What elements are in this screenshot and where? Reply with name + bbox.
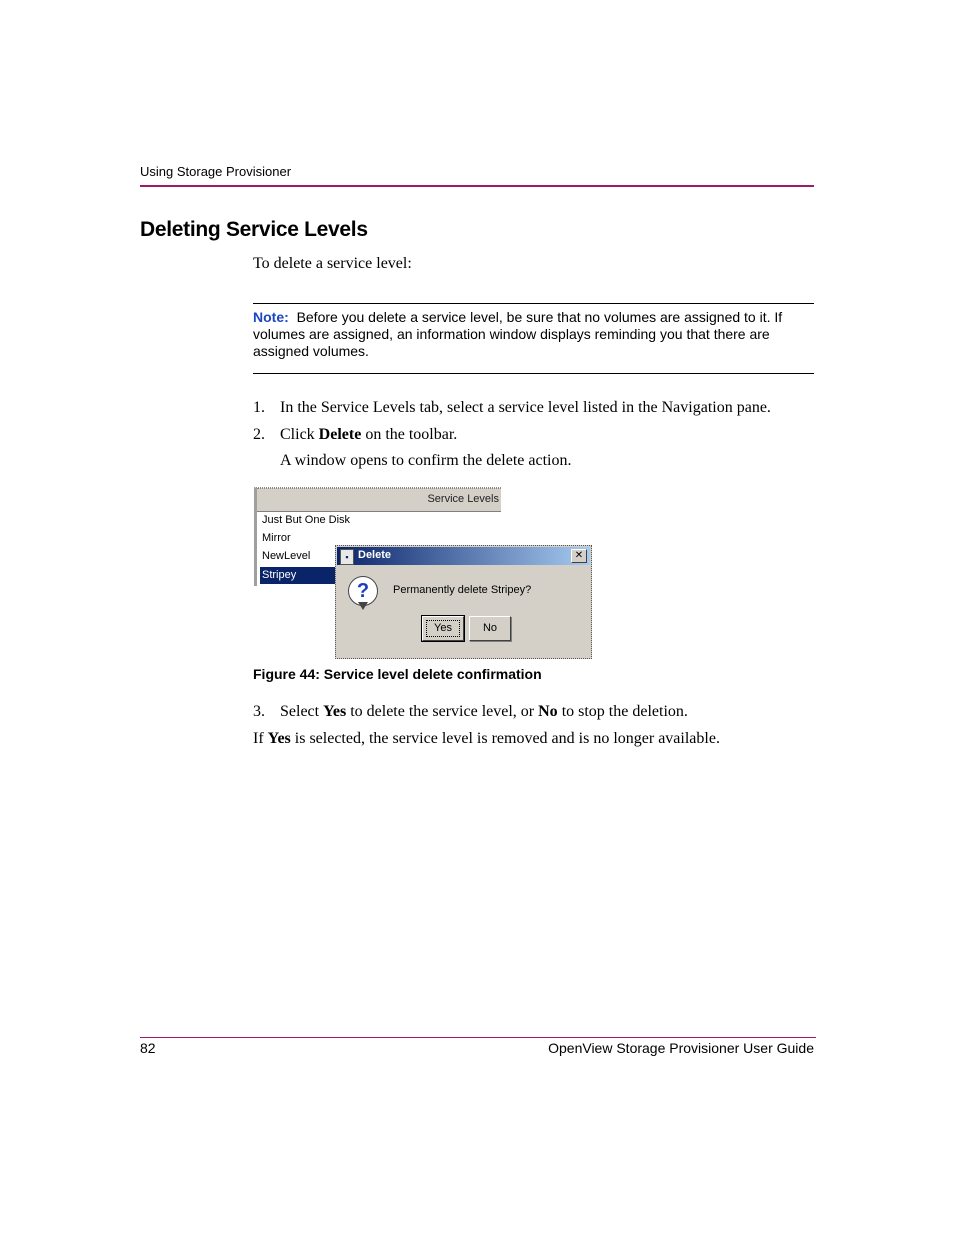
header-rule [140, 185, 814, 187]
step-1 [253, 399, 771, 417]
close-button[interactable]: ✕ [571, 549, 587, 563]
list-item[interactable]: Just But One Disk [262, 514, 351, 526]
footer-rule [140, 1037, 816, 1038]
panel-header [257, 488, 501, 512]
window-icon: ▪ [340, 549, 354, 565]
step-number: 3. [253, 703, 265, 720]
note-label: Note: [253, 309, 289, 325]
list-item[interactable]: Mirror [262, 532, 291, 544]
intro-text: To delete a service level: [253, 255, 412, 272]
delete-dialog [335, 545, 592, 659]
running-header: Using Storage Provisioner [140, 164, 292, 179]
conclusion-bold: Yes [267, 730, 291, 747]
list-item-selected[interactable]: Stripey [260, 567, 340, 584]
note-text: Before you delete a service level, be sure that no volumes are assigned to it. If volumes are assigned, an information window displays reminding you that there are assigned volumes. [253, 309, 783, 359]
footer-doc-title: OpenView Storage Provisioner User Guide [548, 1040, 814, 1056]
step-2 [253, 426, 457, 444]
conclusion-text: is selected, the service level is removed and is no longer available. [290, 730, 720, 747]
step-3 [253, 703, 688, 721]
step-text: In the Service Levels tab, select a service level listed in the Navigation pane. [280, 399, 771, 416]
figure-caption: Figure 44: Service level delete confirmation [253, 666, 542, 682]
step-text: Click [280, 426, 319, 443]
note-rule-bottom [253, 373, 814, 374]
panel-header-label: Service Levels [427, 493, 499, 505]
yes-button-label: Yes [434, 622, 452, 634]
question-icon: ? [348, 576, 378, 606]
step-number: 1. [253, 399, 265, 416]
conclusion [253, 730, 720, 748]
list-item[interactable]: NewLevel [262, 550, 311, 562]
step-text: to stop the deletion. [557, 703, 688, 720]
dialog-titlebar [337, 547, 590, 565]
page-title: Deleting Service Levels [140, 218, 368, 241]
question-icon-tail [358, 602, 368, 610]
no-button-label: No [482, 622, 498, 634]
figure-screenshot [254, 487, 592, 659]
conclusion-text: If [253, 730, 268, 747]
note-rule-top [253, 303, 814, 304]
note-block [253, 309, 813, 360]
no-button[interactable] [469, 616, 511, 641]
step-bold: Yes [323, 703, 347, 720]
step-bold: No [538, 703, 558, 720]
yes-button[interactable] [422, 616, 464, 641]
step-number: 2. [253, 426, 265, 443]
step-2-result: A window opens to confirm the delete action. [280, 452, 572, 469]
step-text: to delete the service level, or [346, 703, 539, 720]
dialog-title: Delete [358, 549, 392, 561]
step-text: Select [280, 703, 324, 720]
dialog-message: Permanently delete Stripey? [393, 584, 532, 596]
step-text: on the toolbar. [361, 426, 458, 443]
step-bold: Delete [318, 426, 362, 443]
focus-rect [426, 620, 460, 637]
page-number: 82 [140, 1040, 156, 1056]
